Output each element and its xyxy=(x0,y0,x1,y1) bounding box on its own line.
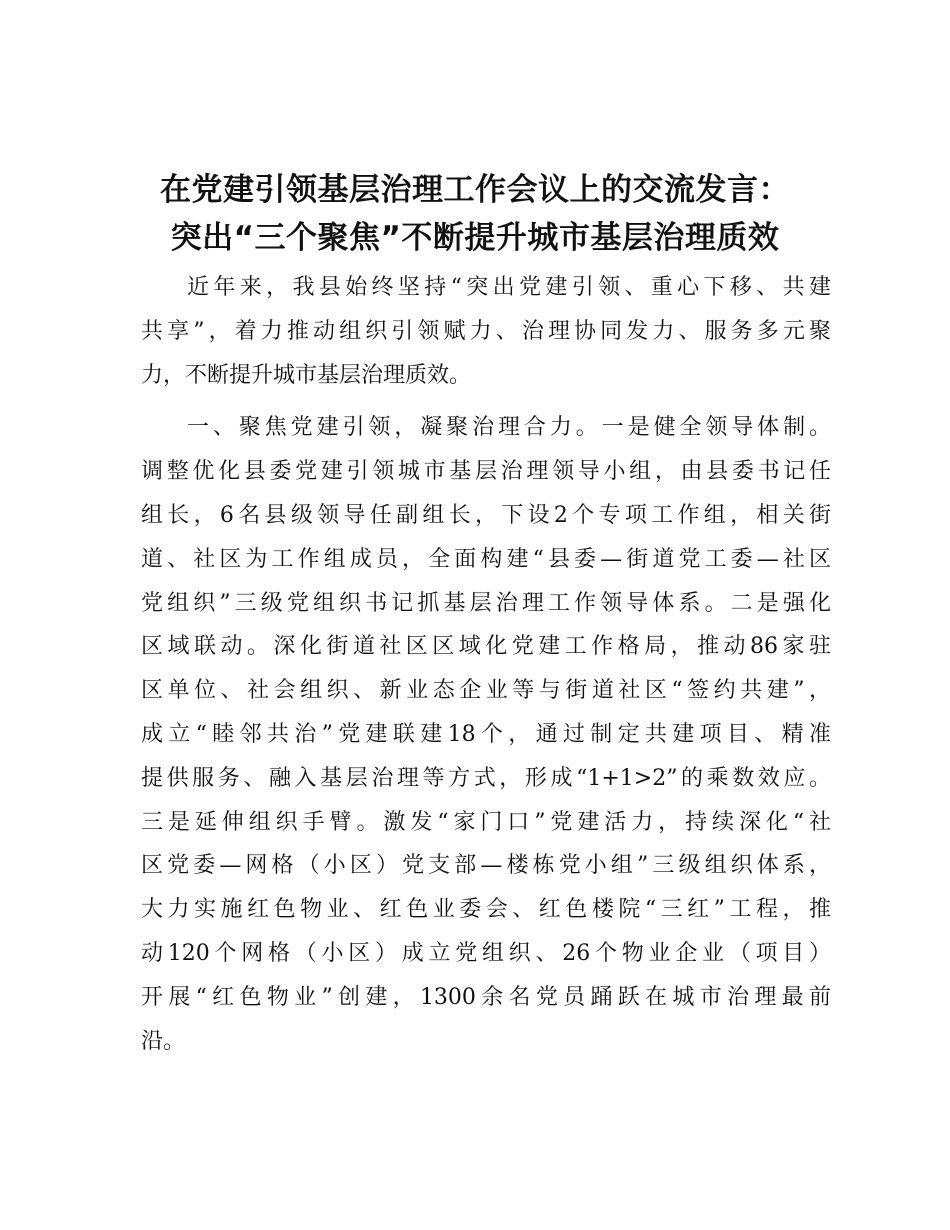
text-line: 调整优化县委党建引领城市基层治理领导小组，由县委书记任 xyxy=(141,459,831,485)
text-line: 提供服务、融入基层治理等方式，形成“1+1>2”的乘数效应。 xyxy=(141,765,831,791)
text-line: 近年来，我县始终坚持“突出党建引领、重心下移、共建 xyxy=(187,275,831,300)
text-line: 区单位、社会组织、新业态企业等与街道社区“签约共建”， xyxy=(141,678,831,704)
text-line: 区域联动。深化街道社区区域化党建工作格局，推动86家驻 xyxy=(141,634,831,660)
text-line: 大力实施红色物业、红色业委会、红色楼院“三红”工程，推 xyxy=(141,897,831,923)
document-body xyxy=(141,266,831,1072)
text-line: 沿。 xyxy=(141,1028,186,1054)
paragraph xyxy=(141,406,831,1063)
text-line: 党组织”三级党组织书记抓基层治理工作领导体系。二是强化 xyxy=(141,590,831,616)
text-line: 动120个网格（小区）成立党组织、26个物业企业（项目） xyxy=(141,940,831,966)
text-line: 道、社区为工作组成员，全面构建“县委—街道党工委—社区 xyxy=(141,546,831,572)
paragraph xyxy=(141,266,831,397)
text-line: 成立“睦邻共治”党建联建18个，通过制定共建项目、精准 xyxy=(141,721,831,747)
text-line: 三是延伸组织手臂。激发“家门口”党建活力，持续深化“社 xyxy=(141,809,831,835)
document-title xyxy=(100,166,850,262)
title-line-2: 突出“三个聚焦”不断提升城市基层治理质效 xyxy=(170,220,780,256)
title-line-1: 在党建引领基层治理工作会议上的交流发言： xyxy=(160,172,790,208)
text-line: 开展“红色物业”创建，1300余名党员踊跃在城市治理最前 xyxy=(141,984,831,1010)
text-line: 共享”，着力推动组织引领赋力、治理协同发力、服务多元聚 xyxy=(141,318,831,344)
text-line: 区党委—网格（小区）党支部—楼栋党小组”三级组织体系， xyxy=(141,853,831,879)
text-line: 组长，6名县级领导任副组长，下设2个专项工作组，相关街 xyxy=(141,502,831,528)
text-line: 力，不断提升城市基层治理质效。 xyxy=(141,362,472,388)
text-line: 一、聚焦党建引领，凝聚治理合力。一是健全领导体制。 xyxy=(187,415,831,441)
